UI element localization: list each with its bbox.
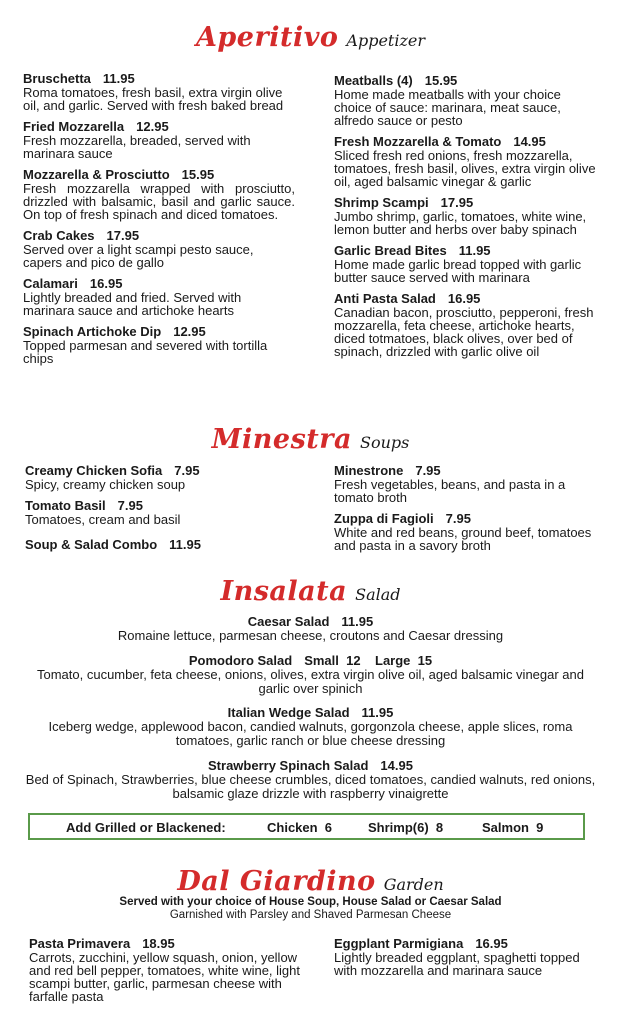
item-description: Roma tomatoes, fresh basil, extra virgin olive oil, and garlic. Served with fresh baked bread	[23, 85, 284, 113]
menu-item	[23, 72, 295, 112]
aperitivo-right-column	[334, 74, 596, 366]
item-description: Iceberg wedge, applewood bacon, candied walnuts, gorgonzola cheese, apple slices, roma tomatoes, garlic ranch or blue cheese dressing	[48, 719, 573, 748]
item-description: Lightly breaded and fried. Served with marinara sauce and artichoke hearts	[23, 290, 242, 318]
giardino-note	[0, 896, 621, 922]
minestra-right-column	[334, 464, 596, 560]
menu-item	[334, 292, 596, 358]
menu-item	[334, 244, 596, 284]
menu-item	[334, 135, 596, 188]
item-name: Shrimp Scampi	[334, 195, 429, 210]
item-price: 17.95	[106, 228, 140, 243]
item-name: Caesar Salad	[247, 614, 330, 629]
item-price: 16.95	[447, 291, 481, 306]
item-description: Romaine lettuce, parmesan cheese, croutons and Caesar dressing	[117, 628, 504, 643]
add-protein-box	[28, 813, 585, 840]
menu-item	[23, 168, 295, 221]
insalata-subtitle: Salad	[355, 585, 401, 604]
item-name: Fried Mozzarella	[23, 119, 125, 134]
item-price: 15.95	[181, 167, 215, 182]
menu-item	[23, 120, 295, 160]
item-name: Crab Cakes	[23, 228, 95, 243]
minestra-subtitle: Soups	[360, 433, 410, 452]
item-description: Served over a light scampi pesto sauce, capers and pico de gallo	[23, 242, 254, 270]
item-name: Garlic Bread Bites	[334, 243, 447, 258]
item-name: Zuppa di Fagioli	[334, 511, 434, 526]
item-description: Bed of Spinach, Strawberries, blue cheese crumbles, diced tomatoes, candied walnuts, red onions, balsamic glaze drizzle with raspberry vinaigrette	[25, 772, 596, 801]
item-name: Soup & Salad Combo	[25, 537, 158, 552]
item-price: 18.95	[142, 936, 175, 951]
item-price: 11.95	[169, 537, 201, 552]
aperitivo-left-column	[23, 72, 295, 373]
item-name: Spinach Artichoke Dip	[23, 324, 162, 339]
menu-item	[25, 538, 297, 552]
item-name: Strawberry Spinach Salad	[208, 758, 369, 773]
item-price: 11.95	[361, 705, 394, 720]
menu-item	[334, 74, 596, 127]
item-description: Spicy, creamy chicken soup	[25, 477, 186, 492]
item-name: Bruschetta	[23, 71, 91, 86]
item-name: Mozzarella & Prosciutto	[23, 167, 170, 182]
item-name: Anti Pasta Salad	[334, 291, 436, 306]
giardino-right-column	[334, 937, 596, 985]
item-description: Home made meatballs with your choice choice of sauce: marinara, meat sauce, alfredo sauce or pesto	[334, 87, 561, 128]
item-name: Meatballs (4)	[334, 73, 413, 88]
item-price: 7.95	[415, 463, 441, 478]
item-price: 7.95	[174, 463, 200, 478]
item-description: Tomatoes, cream and basil	[25, 512, 181, 527]
item-price: Small 12 Large 15	[304, 653, 433, 668]
item-name: Italian Wedge Salad	[227, 705, 350, 720]
menu-item	[334, 937, 596, 977]
item-price: 15.95	[424, 73, 458, 88]
giardino-heading	[0, 866, 621, 897]
item-price: 16.95	[89, 276, 123, 291]
item-name: Tomato Basil	[25, 498, 106, 513]
giardino-garnish: Garnished with Parsley and Shaved Parmesan Cheese	[169, 909, 452, 921]
aperitivo-title: Aperitivo	[195, 22, 339, 53]
item-description: Carrots, zucchini, yellow squash, onion, yellow and red bell pepper, tomatoes, white wine, light scampi butter, garlic, parmesan cheese with farfalle pasta	[29, 950, 301, 1004]
item-description: Home made garlic bread topped with garlic butter sauce served with marinara	[334, 257, 582, 285]
item-price: 12.95	[136, 119, 169, 134]
item-name: Creamy Chicken Sofia	[25, 463, 163, 478]
item-price: 11.95	[458, 243, 491, 258]
menu-item	[25, 499, 297, 526]
menu-item	[10, 654, 611, 695]
menu-item	[23, 325, 295, 365]
item-description: White and red beans, ground beef, tomatoes and pasta in a savory broth	[334, 525, 592, 553]
giardino-subtitle: Garden	[383, 875, 444, 894]
minestra-left-column	[25, 464, 297, 560]
item-price: 11.95	[102, 71, 135, 86]
insalata-title: Insalata	[220, 576, 348, 607]
item-price: 14.95	[513, 134, 546, 149]
giardino-title: Dal Giardino	[177, 866, 376, 897]
item-price: 14.95	[380, 758, 413, 773]
menu-item	[10, 706, 611, 747]
menu-item	[334, 512, 596, 552]
item-name: Minestrone	[334, 463, 404, 478]
addon-chicken: Chicken 6	[267, 820, 333, 835]
menu-item	[10, 615, 611, 643]
minestra-heading	[0, 424, 621, 455]
item-description: Jumbo shrimp, garlic, tomatoes, white wine, lemon butter and herbs over baby spinach	[334, 209, 587, 237]
item-price: 17.95	[440, 195, 474, 210]
addon-shrimp: Shrimp(6) 8	[368, 820, 444, 835]
giardino-served-with: Served with your choice of House Soup, House Salad or Caesar Salad	[119, 896, 502, 908]
menu-item	[23, 277, 295, 317]
item-description: Lightly breaded eggplant, spaghetti topped with mozzarella and marinara sauce	[334, 950, 580, 978]
item-price: 7.95	[117, 498, 143, 513]
menu-item	[334, 464, 596, 504]
add-protein-label: Add Grilled or Blackened:	[66, 820, 226, 835]
minestra-title: Minestra	[211, 424, 352, 455]
item-name: Calamari	[23, 276, 78, 291]
addon-salmon: Salmon 9	[482, 820, 544, 835]
item-price: 11.95	[341, 614, 374, 629]
item-price: 16.95	[475, 936, 508, 951]
item-description: Tomato, cucumber, feta cheese, onions, olives, extra virgin olive oil, aged balsamic vinegar and garlic over spinich	[36, 667, 584, 696]
item-description: Canadian bacon, prosciutto, pepperoni, fresh mozzarella, feta cheese, artichoke hearts, diced totmatoes, black olives, over bed of spinach, drizzled with garlic olive oil	[334, 305, 594, 359]
menu-item	[10, 759, 611, 800]
item-description: Topped parmesan and severed with tortilla chips	[23, 338, 268, 366]
aperitivo-heading	[0, 22, 621, 53]
item-description: Fresh mozzarella wrapped with prosciutto, drizzled with balsamic, basil and garlic sauce. On top of fresh spinach and diced tomatoes.	[23, 181, 295, 222]
item-name: Pomodoro Salad	[188, 653, 293, 668]
item-description: Fresh vegetables, beans, and pasta in a tomato broth	[334, 477, 566, 505]
item-name: Pasta Primavera	[29, 936, 131, 951]
item-description: Fresh mozzarella, breaded, served with marinara sauce	[23, 133, 251, 161]
menu-item	[29, 937, 301, 1003]
item-price: 7.95	[445, 511, 471, 526]
item-name: Fresh Mozzarella & Tomato	[334, 134, 502, 149]
menu-item	[23, 229, 295, 269]
menu-item	[334, 196, 596, 236]
giardino-left-column	[29, 937, 301, 1011]
menu-item	[25, 464, 297, 491]
item-name: Eggplant Parmigiana	[334, 936, 464, 951]
item-price: 12.95	[173, 324, 206, 339]
item-description: Sliced fresh red onions, fresh mozzarella, tomatoes, fresh basil, olives, extra virgin olive oil, aged balsamic vinegar & garlic	[334, 148, 596, 189]
insalata-heading	[0, 576, 621, 607]
aperitivo-subtitle: Appetizer	[346, 31, 426, 50]
